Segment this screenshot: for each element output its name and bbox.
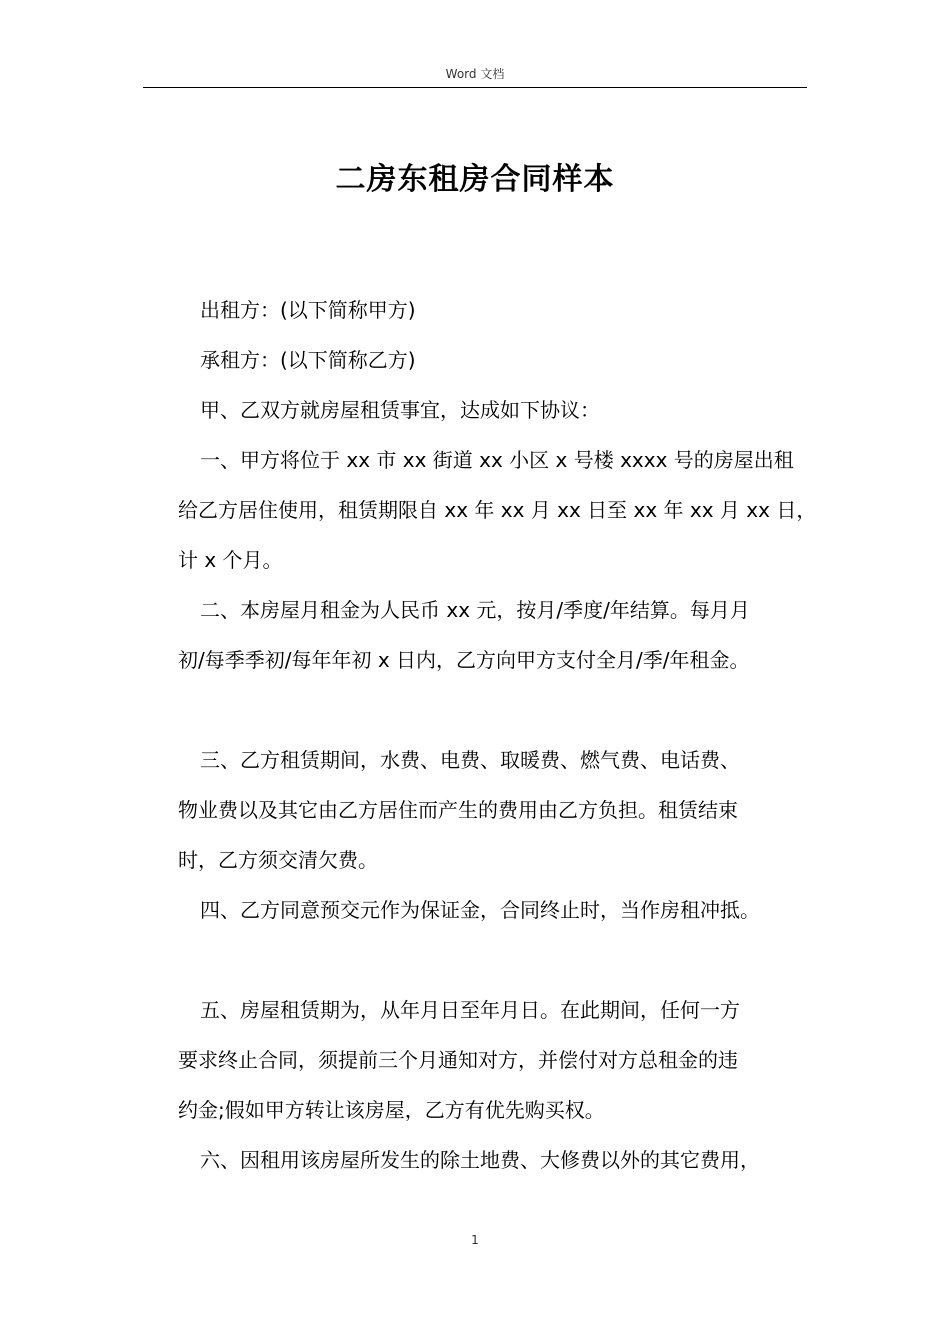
clause-3-line-2: 物业费以及其它由乙方居住而产生的费用由乙方负担。租赁结束 <box>178 798 738 822</box>
lessee-line: 承租方：(以下简称乙方) <box>200 348 416 372</box>
header-divider <box>143 87 807 88</box>
clause-1-line-2: 给乙方居住使用，租赁期限自 xx 年 xx 月 xx 日至 xx 年 xx 月 xx 日， <box>178 498 817 522</box>
paragraph-gap <box>178 935 818 985</box>
clause-4-line-1: 四、乙方同意预交元作为保证金，合同终止时，当作房租冲抵。 <box>200 898 760 922</box>
page-number: 1 <box>471 1233 479 1247</box>
document-body <box>178 285 818 1185</box>
lessor-line: 出租方：(以下简称甲方) <box>200 298 416 322</box>
agreement-intro-line: 甲、乙双方就房屋租赁事宜，达成如下协议： <box>200 398 600 422</box>
page-header: Word 文档 <box>445 67 505 81</box>
clause-5-line-2: 要求终止合同，须提前三个月通知对方，并偿付对方总租金的违 <box>178 1048 738 1072</box>
clause-2-line-1: 二、本房屋月租金为人民币 xx 元，按月/季度/年结算。每月月 <box>200 598 750 622</box>
clause-6-line-1: 六、因租用该房屋所发生的除土地费、大修费以外的其它费用， <box>200 1148 760 1172</box>
clause-5-line-3: 约金;假如甲方转让该房屋，乙方有优先购买权。 <box>178 1098 605 1122</box>
clause-5-line-1: 五、房屋租赁期为，从年月日至年月日。在此期间，任何一方 <box>200 998 740 1022</box>
clause-1-line-1: 一、甲方将位于 xx 市 xx 街道 xx 小区 x 号楼 xxxx 号的房屋出租 <box>200 448 794 472</box>
paragraph-gap <box>178 685 818 735</box>
document-title: 二房东租房合同样本 <box>335 162 615 197</box>
clause-2-line-2: 初/每季季初/每年年初 x 日内，乙方向甲方支付全月/季/年租金。 <box>178 648 750 672</box>
clause-3-line-3: 时，乙方须交清欠费。 <box>178 848 378 872</box>
clause-1-line-3: 计 x 个月。 <box>178 548 283 572</box>
clause-3-line-1: 三、乙方租赁期间，水费、电费、取暖费、燃气费、电话费、 <box>200 748 740 772</box>
